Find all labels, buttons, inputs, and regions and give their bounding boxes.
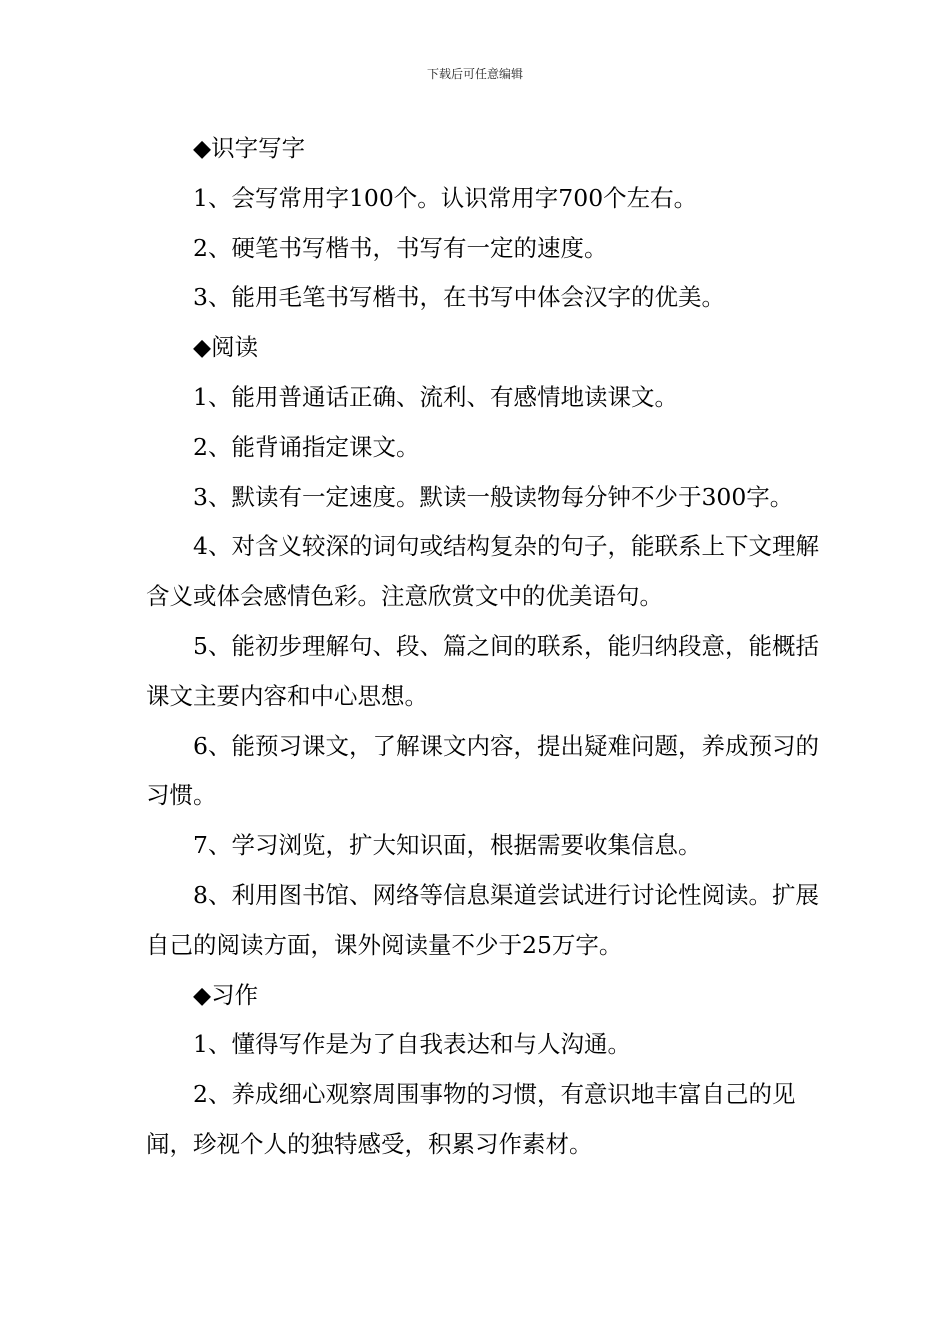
section-heading-writing: ◆习作 [193, 980, 259, 1009]
reading-item-4: 4、对含义较深的词句或结构复杂的句子，能联系上下文理解含义或体会感情色彩。注意欣赏文中的优美语句。 [146, 532, 819, 611]
document-body [146, 124, 826, 1170]
literacy-item-2: 2、硬笔书写楷书，书写有一定的速度。 [193, 233, 608, 262]
reading-item-6: 6、能预习课文，了解课文内容，提出疑难问题，养成预习的习惯。 [146, 731, 819, 810]
writing-item-1: 1、懂得写作是为了自我表达和与人沟通。 [193, 1030, 631, 1059]
reading-item-1: 1、能用普通话正确、流利、有感情地读课文。 [193, 382, 678, 411]
reading-item-2: 2、能背诵指定课文。 [193, 432, 420, 461]
reading-item-8: 8、利用图书馆、网络等信息渠道尝试进行讨论性阅读。扩展自己的阅读方面，课外阅读量不少于25万字。 [146, 880, 819, 959]
writing-item-2: 2、养成细心观察周围事物的习惯，有意识地丰富自己的见闻，珍视个人的独特感受，积累习作素材。 [146, 1080, 796, 1158]
page-header-note: 下载后可任意编辑 [426, 67, 523, 81]
reading-item-5: 5、能初步理解句、段、篇之间的联系，能归纳段意，能概括课文主要内容和中心思想。 [146, 631, 819, 710]
literacy-item-1: 1、会写常用字100个。认识常用字700个左右。 [193, 183, 698, 212]
reading-item-7: 7、学习浏览，扩大知识面，根据需要收集信息。 [193, 831, 702, 860]
section-heading-reading: ◆阅读 [193, 333, 259, 362]
section-heading-literacy: ◆识字写字 [193, 134, 306, 162]
reading-item-3: 3、默读有一定速度。默读一般读物每分钟不少于300字。 [193, 482, 794, 511]
literacy-item-3: 3、能用毛笔书写楷书，在书写中体会汉字的优美。 [193, 283, 725, 312]
